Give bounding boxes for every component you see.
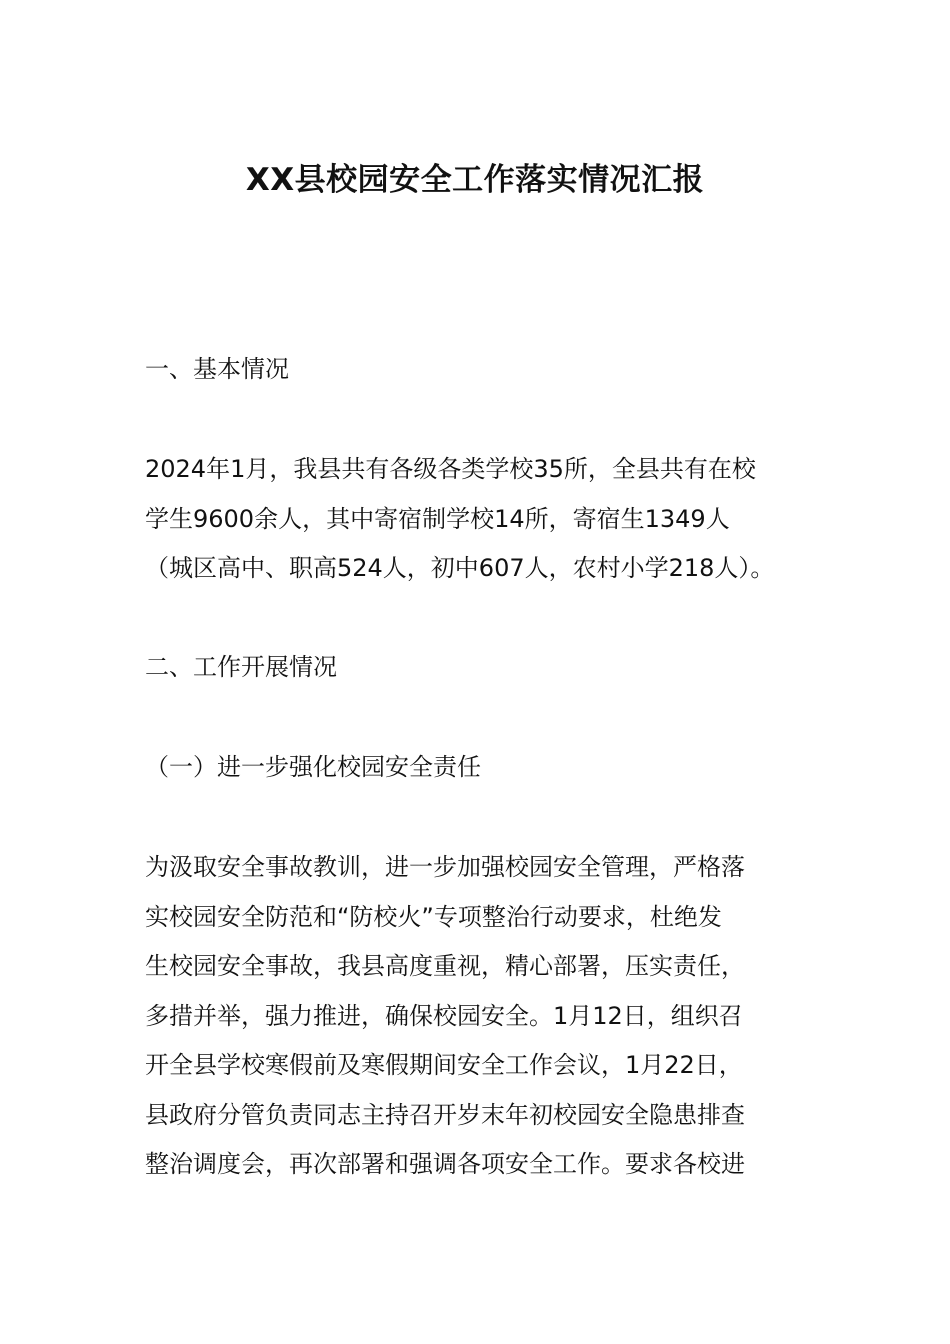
paragraph-line: 学生9600余人，其中寄宿制学校14所，寄宿生1349人 — [145, 504, 730, 533]
subsection-heading-safety-responsibility: （一）进一步强化校园安全责任 — [145, 753, 481, 781]
paragraph-line: 县政府分管负责同志主持召开岁末年初校园安全隐患排查 — [145, 1100, 745, 1129]
paragraph-basic-info — [145, 445, 825, 594]
paragraph-line: 2024年1月，我县共有各级各类学校35所，全县共有在校 — [145, 455, 756, 483]
paragraph-line: 整治调度会，再次部署和强调各项安全工作。要求各校进 — [145, 1150, 745, 1178]
document-title: XX县校园安全工作落实情况汇报 — [245, 162, 705, 198]
section-heading-basic-info: 一、基本情况 — [145, 355, 289, 383]
paragraph-line: （城区高中、职高524人，初中607人，农村小学218人）。 — [145, 554, 775, 582]
paragraph-safety-responsibility — [145, 843, 825, 1190]
paragraph-line: 多措并举，强力推进，确保校园安全。1月12日，组织召 — [145, 1001, 743, 1030]
paragraph-line: 实校园安全防范和“防校火”专项整治行动要求，杜绝发 — [145, 902, 722, 931]
paragraph-line: 开全县学校寒假前及寒假期间安全工作会议，1月22日， — [145, 1051, 743, 1079]
section-heading-work-progress: 二、工作开展情况 — [145, 653, 337, 681]
paragraph-line: 生校园安全事故，我县高度重视，精心部署，压实责任， — [145, 952, 745, 980]
paragraph-line: 为汲取安全事故教训，进一步加强校园安全管理，严格落 — [145, 853, 745, 881]
